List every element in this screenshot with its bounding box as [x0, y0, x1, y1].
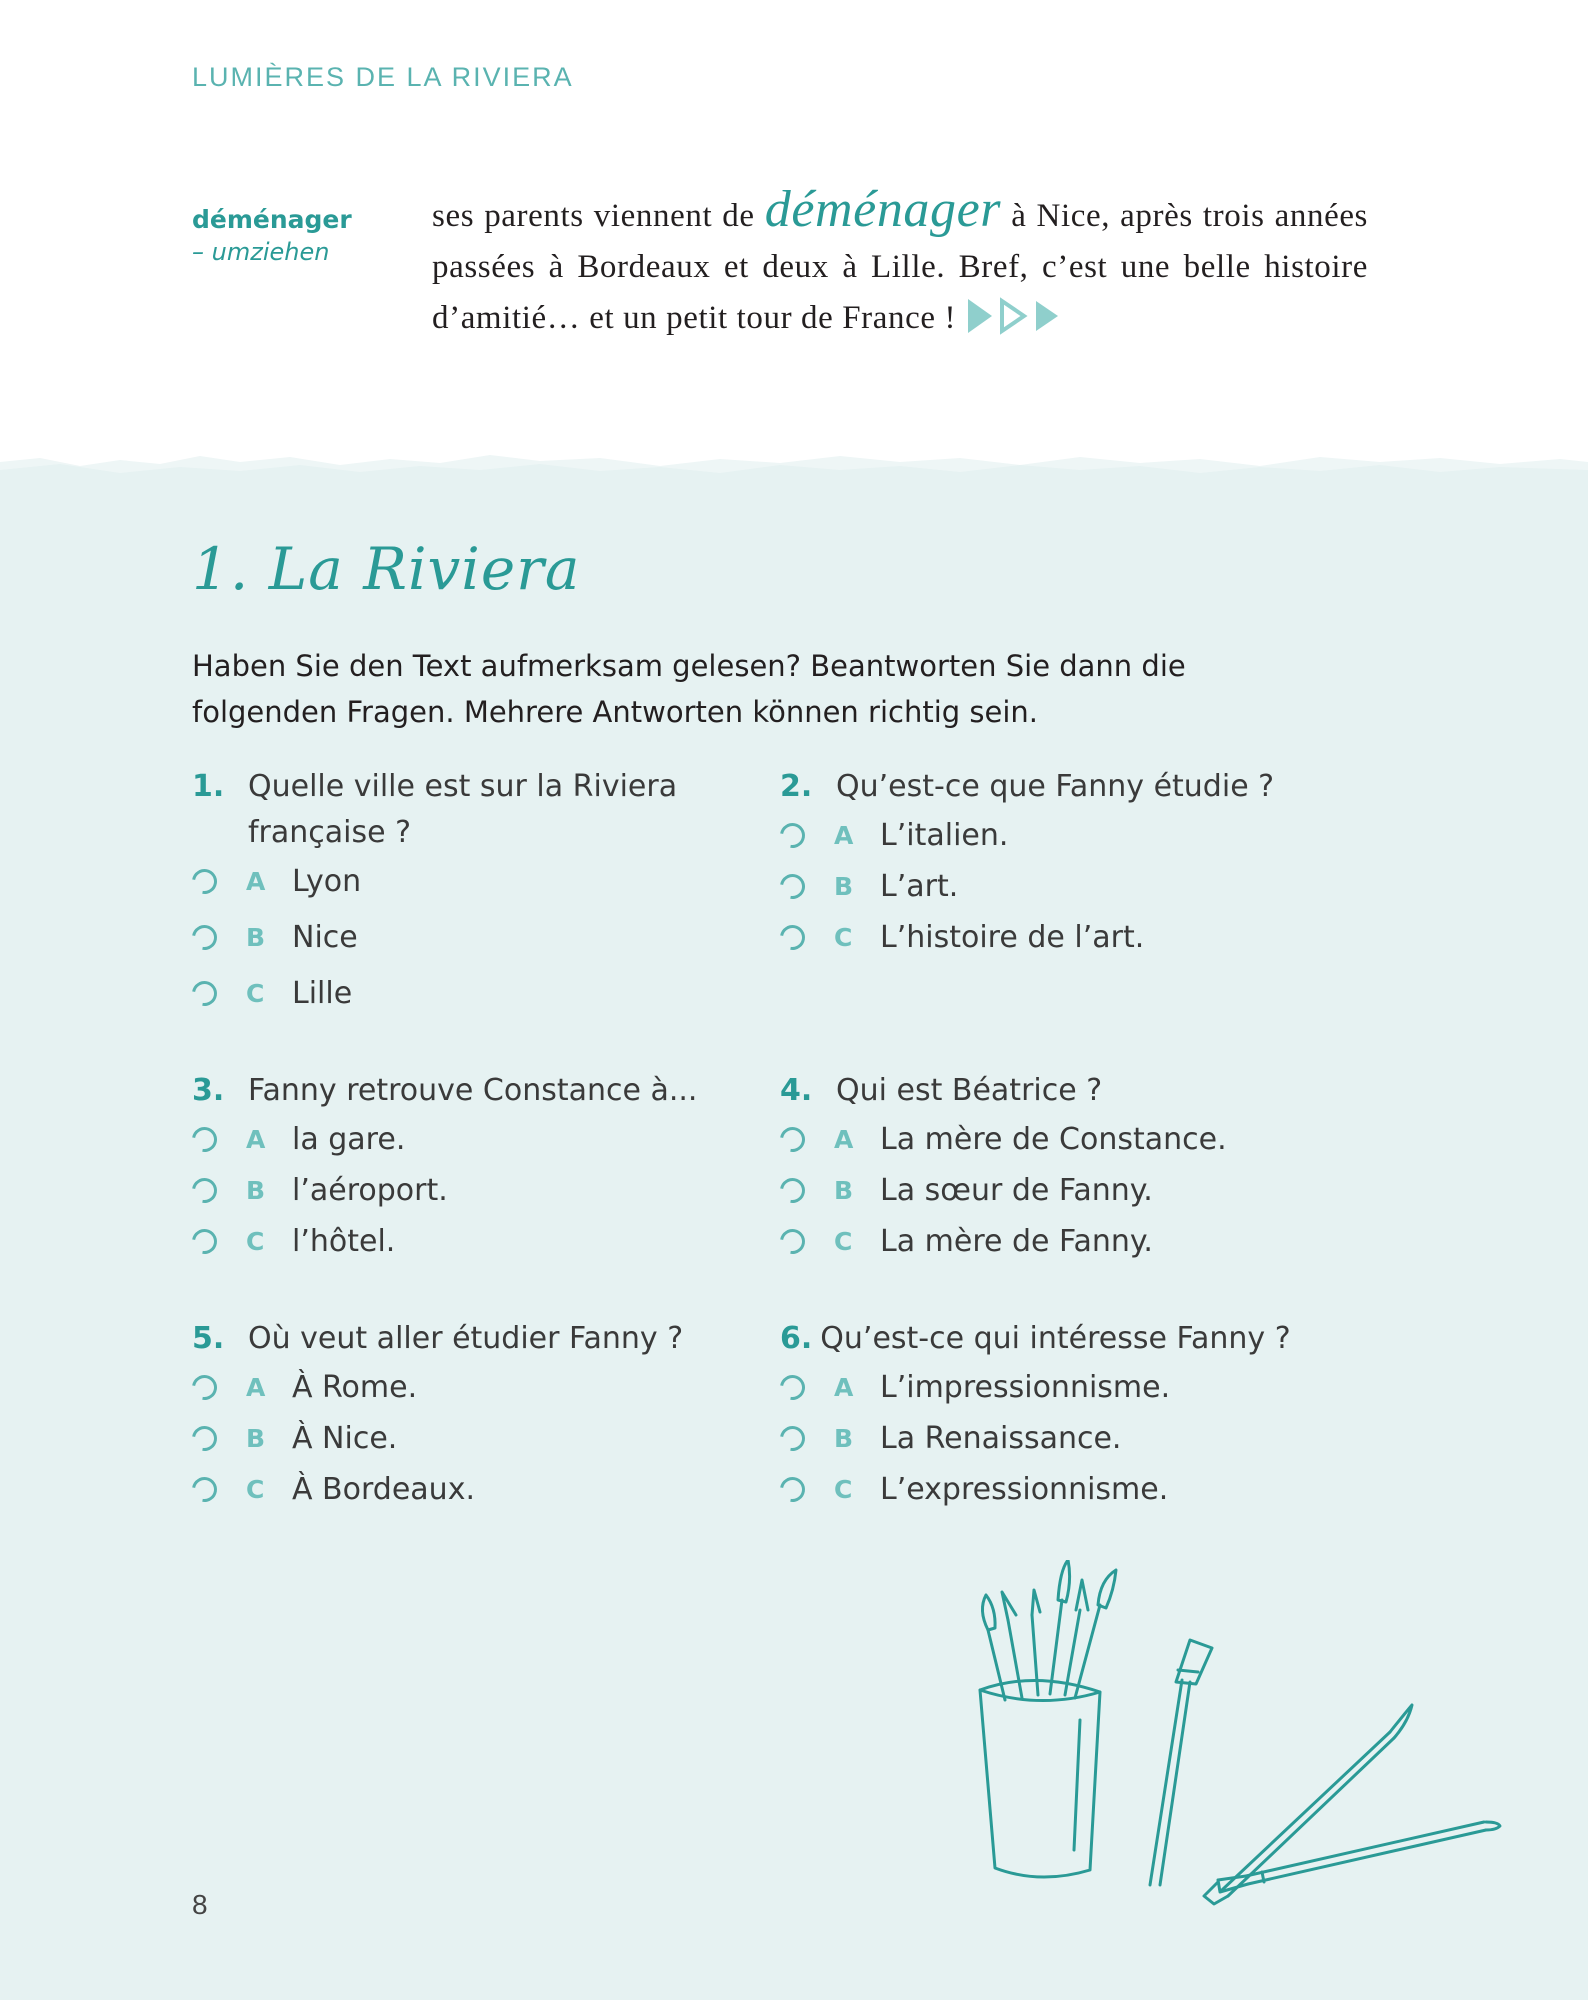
radio-circle-icon[interactable]	[187, 1224, 222, 1259]
question-number: 1.	[192, 769, 225, 804]
option-text: l’aéroport.	[292, 1173, 448, 1208]
story-text-end: à Nice, après trois années passées à Bordeaux et deux à Lille. Bref, c’est une belle histoire d’amitié… et un petit tour de France !	[432, 198, 1369, 336]
radio-circle-icon[interactable]	[775, 1472, 810, 1507]
question-number: 5.	[192, 1321, 225, 1356]
radio-circle-icon[interactable]	[187, 1472, 222, 1507]
vocabulary-gloss	[192, 203, 352, 267]
running-head: LUMIÈRES DE LA RIVIERA	[192, 62, 574, 92]
option-letter: B	[246, 1424, 266, 1453]
radio-circle-icon[interactable]	[775, 920, 810, 955]
question-number: 3.	[192, 1073, 225, 1108]
option-text: Nice	[292, 920, 358, 955]
question-text: Qui est Béatrice ?	[836, 1073, 1103, 1108]
option-letter: A	[246, 1373, 266, 1402]
option-text: L’expressionnisme.	[880, 1472, 1169, 1507]
radio-circle-icon[interactable]	[187, 864, 222, 899]
answer-option[interactable]	[780, 1362, 1340, 1413]
option-letter: C	[246, 1475, 265, 1504]
question-prompt	[780, 1316, 1340, 1362]
answer-option[interactable]	[192, 1216, 752, 1267]
question-text: Quelle ville est sur la Riviera française ?	[248, 769, 678, 850]
option-text: l’hôtel.	[292, 1224, 396, 1259]
option-letter: A	[834, 1125, 854, 1154]
radio-circle-icon[interactable]	[187, 1370, 222, 1405]
option-letter: A	[246, 1125, 266, 1154]
option-text: La mère de Constance.	[880, 1122, 1227, 1157]
radio-circle-icon[interactable]	[187, 1173, 222, 1208]
question-number: 2.	[780, 769, 813, 804]
answer-option[interactable]	[192, 1413, 752, 1464]
exercise-instructions: Haben Sie den Text aufmerksam gelesen? Beantworten Sie dann die folgenden Fragen. Mehrere Antworten können richtig sein.	[192, 649, 1186, 729]
answer-option[interactable]	[780, 1165, 1340, 1216]
option-text: À Nice.	[292, 1421, 398, 1456]
radio-circle-icon[interactable]	[775, 869, 810, 904]
radio-circle-icon[interactable]	[187, 976, 222, 1011]
option-text: À Bordeaux.	[292, 1472, 475, 1507]
option-letter: A	[834, 1373, 854, 1402]
question-number: 4.	[780, 1073, 813, 1108]
paintbrushes-illustration-icon	[950, 1560, 1510, 1920]
radio-circle-icon[interactable]	[775, 1421, 810, 1456]
exercise-title: 1. La Riviera	[192, 535, 581, 603]
answer-option[interactable]	[192, 1114, 752, 1165]
question-text: Où veut aller étudier Fanny ?	[248, 1321, 684, 1356]
answer-option[interactable]	[780, 861, 1340, 912]
option-text: L’histoire de l’art.	[880, 920, 1145, 955]
question-6	[780, 1316, 1340, 1515]
page-number: 8	[192, 1889, 208, 1920]
answer-option[interactable]	[192, 912, 752, 963]
answer-option[interactable]	[780, 1114, 1340, 1165]
option-letter: C	[834, 1475, 853, 1504]
option-text: L’impressionnisme.	[880, 1370, 1171, 1405]
continue-arrows-icon	[966, 296, 1066, 336]
option-letter: C	[246, 1227, 265, 1256]
radio-circle-icon[interactable]	[775, 1370, 810, 1405]
option-letter: A	[246, 867, 266, 896]
question-4	[780, 1068, 1340, 1267]
story-paragraph	[432, 181, 1369, 344]
answer-option[interactable]	[780, 912, 1340, 963]
answer-option[interactable]	[780, 1464, 1340, 1515]
radio-circle-icon[interactable]	[187, 1421, 222, 1456]
option-text: La sœur de Fanny.	[880, 1173, 1153, 1208]
option-letter: A	[834, 821, 854, 850]
answer-option[interactable]	[192, 856, 752, 907]
answer-option[interactable]	[780, 1413, 1340, 1464]
answer-option[interactable]	[192, 1362, 752, 1413]
highlighted-word: déménager	[764, 181, 1002, 238]
question-text: Fanny retrouve Constance à...	[248, 1073, 698, 1108]
question-text: Qu’est-ce que Fanny étudie ?	[836, 769, 1275, 804]
radio-circle-icon[interactable]	[187, 920, 222, 955]
option-letter: C	[834, 923, 853, 952]
question-prompt	[780, 1068, 1340, 1114]
answer-option[interactable]	[780, 1216, 1340, 1267]
story-text-start: ses parents viennent de	[432, 198, 765, 234]
answer-option[interactable]	[192, 1464, 752, 1515]
question-prompt	[192, 764, 718, 856]
option-text: la gare.	[292, 1122, 406, 1157]
option-letter: B	[834, 872, 854, 901]
option-letter: B	[834, 1424, 854, 1453]
option-text: Lille	[292, 976, 353, 1011]
question-2	[780, 764, 1340, 963]
radio-circle-icon[interactable]	[187, 1122, 222, 1157]
radio-circle-icon[interactable]	[775, 1122, 810, 1157]
question-prompt	[192, 1068, 752, 1114]
question-number: 6.	[780, 1321, 813, 1356]
option-text: L’italien.	[880, 818, 1009, 853]
gloss-translation: – umziehen	[192, 238, 330, 266]
option-text: À Rome.	[292, 1370, 418, 1405]
radio-circle-icon[interactable]	[775, 818, 810, 853]
option-text: Lyon	[292, 864, 362, 899]
answer-option[interactable]	[780, 810, 1340, 861]
option-text: La Renaissance.	[880, 1421, 1122, 1456]
option-text: La mère de Fanny.	[880, 1224, 1153, 1259]
question-prompt	[780, 764, 1340, 810]
answer-option[interactable]	[192, 1165, 752, 1216]
option-letter: B	[246, 1176, 266, 1205]
question-prompt	[192, 1316, 752, 1362]
question-3	[192, 1068, 752, 1267]
question-1	[192, 764, 752, 1019]
option-letter: C	[834, 1227, 853, 1256]
question-5	[192, 1316, 752, 1515]
option-text: L’art.	[880, 869, 959, 904]
question-text: Qu’est-ce qui intéresse Fanny ?	[820, 1321, 1291, 1356]
option-letter: C	[246, 979, 265, 1008]
radio-circle-icon[interactable]	[775, 1173, 810, 1208]
option-letter: B	[834, 1176, 854, 1205]
option-letter: B	[246, 923, 266, 952]
radio-circle-icon[interactable]	[775, 1224, 810, 1259]
answer-option[interactable]	[192, 968, 752, 1019]
gloss-term: déménager	[192, 205, 352, 234]
